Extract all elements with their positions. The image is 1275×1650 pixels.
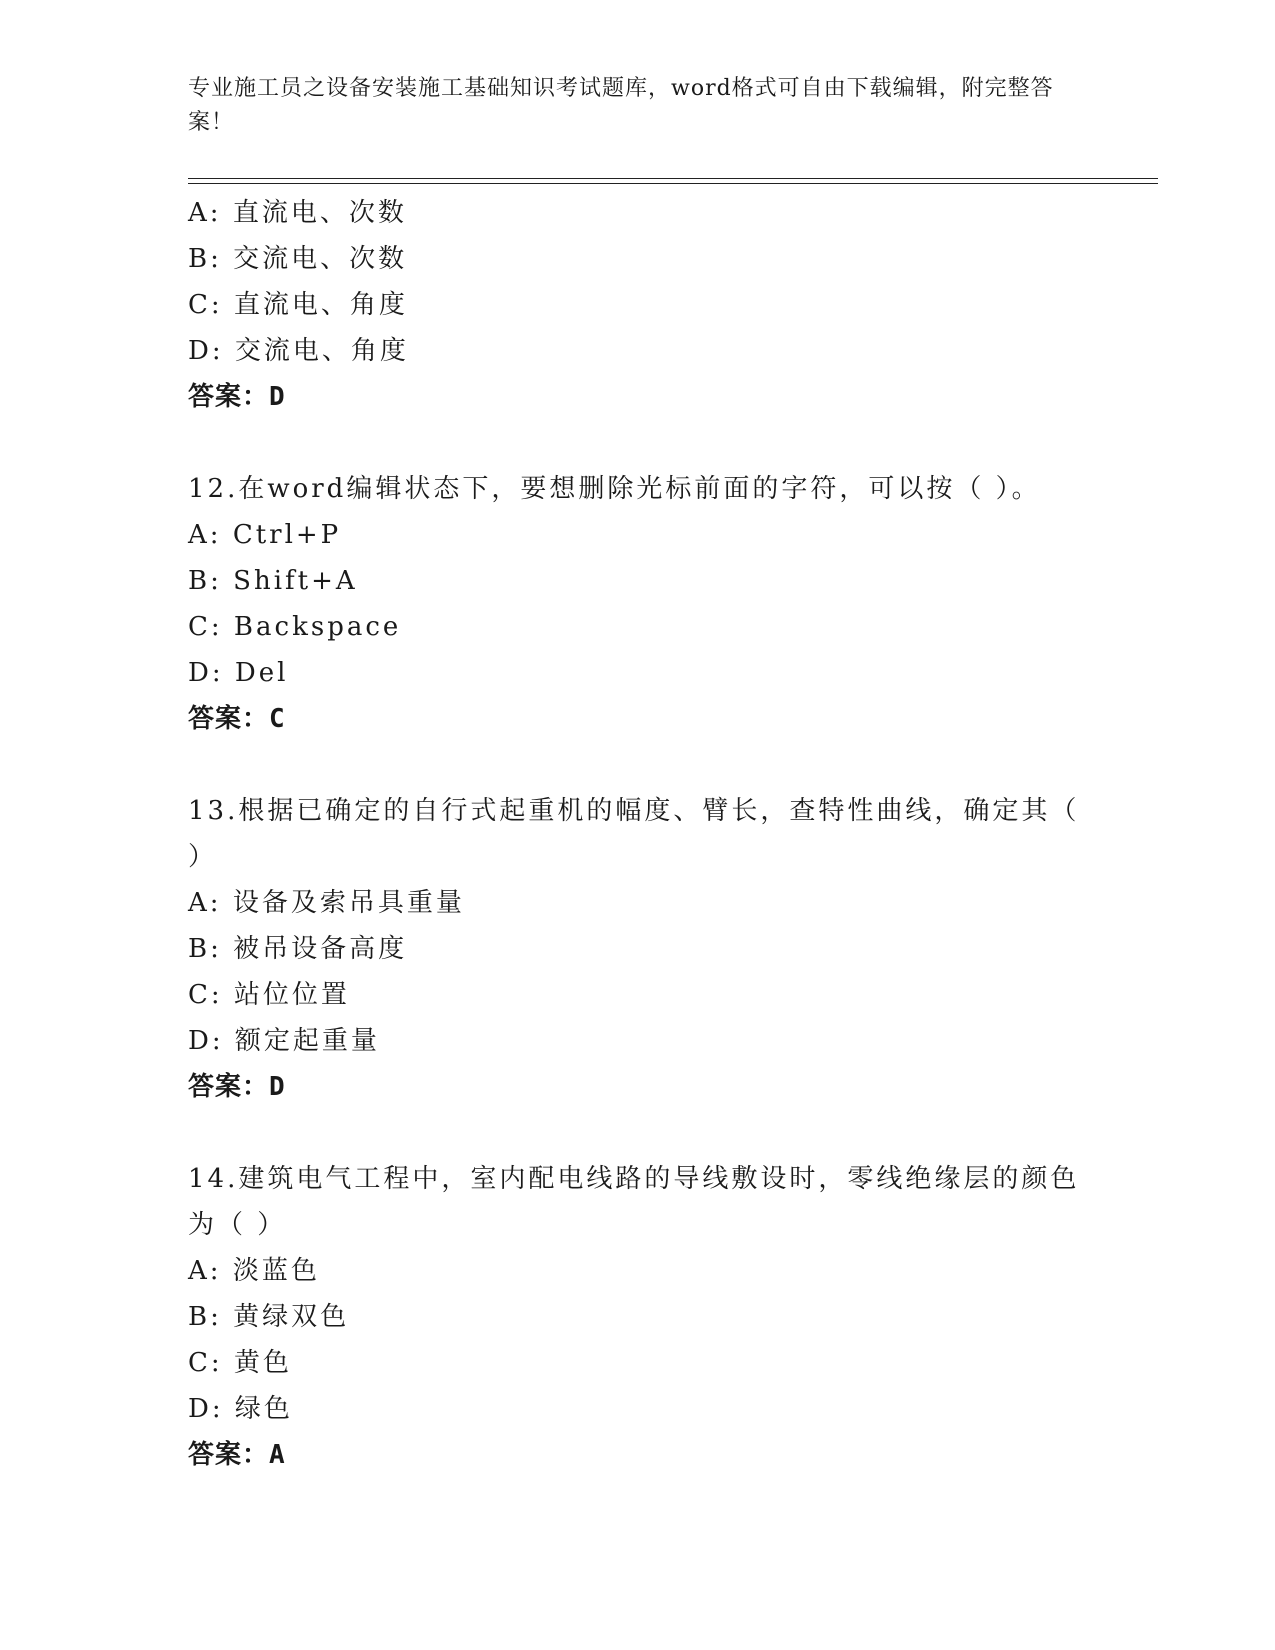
option-text: 直流电、角度 — [233, 290, 408, 320]
question-12 — [188, 466, 1088, 742]
option-letter: B: — [188, 1302, 222, 1332]
option-text: 设备及索吊具重量 — [232, 888, 465, 918]
answer-label: 答案： — [188, 1440, 270, 1470]
option-text: 绿色 — [234, 1394, 293, 1424]
option-text: Del — [234, 658, 289, 688]
option-a — [188, 880, 1088, 926]
option-d — [188, 1386, 1088, 1432]
option-c — [188, 1340, 1088, 1386]
answer-value: A — [269, 1440, 286, 1470]
answer-value: D — [269, 382, 286, 412]
answer-line — [188, 1064, 1088, 1110]
question-list — [188, 190, 1088, 1478]
option-a — [188, 1248, 1088, 1294]
option-letter: D: — [188, 336, 224, 366]
option-c — [188, 972, 1088, 1018]
option-b — [188, 926, 1088, 972]
answer-value: D — [269, 1072, 286, 1102]
question-title: 13.根据已确定的自行式起重机的幅度、臂长，查特性曲线，确定其（ ） — [188, 796, 1080, 872]
option-letter: C: — [188, 612, 223, 642]
option-b — [188, 558, 1088, 604]
option-letter: B: — [188, 566, 222, 596]
question-title: 14.建筑电气工程中，室内配电线路的导线敷设时，零线绝缘层的颜色为（ ） — [188, 1164, 1080, 1240]
option-letter: D: — [188, 658, 224, 688]
option-d — [188, 328, 1088, 374]
option-text: 交流电、次数 — [233, 244, 408, 274]
option-letter: D: — [188, 1026, 224, 1056]
option-c — [188, 282, 1088, 328]
answer-label: 答案： — [188, 704, 270, 734]
question-13 — [188, 788, 1088, 1110]
option-text: 被吊设备高度 — [233, 934, 408, 964]
question-title: 12.在word编辑状态下，要想删除光标前面的字符，可以按（ ）。 — [188, 474, 1041, 504]
option-a — [188, 512, 1088, 558]
spacer — [188, 420, 1088, 466]
option-b — [188, 236, 1088, 282]
option-letter: A: — [188, 888, 222, 918]
option-letter: C: — [188, 980, 223, 1010]
option-letter: B: — [188, 934, 222, 964]
option-text: 交流电、角度 — [234, 336, 409, 366]
option-letter: C: — [188, 290, 223, 320]
option-letter: A: — [188, 1256, 222, 1286]
question-14 — [188, 1156, 1088, 1478]
option-text: 额定起重量 — [234, 1026, 380, 1056]
option-letter: A: — [188, 520, 222, 550]
option-text: 黄绿双色 — [233, 1302, 350, 1332]
answer-line — [188, 374, 1088, 420]
answer-label: 答案： — [188, 382, 270, 412]
option-text: 站位位置 — [233, 980, 350, 1010]
option-letter: D: — [188, 1394, 224, 1424]
header-divider-top — [188, 178, 1158, 179]
answer-line — [188, 696, 1088, 742]
option-letter: B: — [188, 244, 222, 274]
answer-label: 答案： — [188, 1072, 270, 1102]
option-text: 淡蓝色 — [232, 1256, 320, 1286]
option-text: 直流电、次数 — [232, 198, 407, 228]
option-letter: A: — [188, 198, 222, 228]
option-b — [188, 1294, 1088, 1340]
spacer — [188, 742, 1088, 788]
option-text: Backspace — [233, 612, 402, 642]
document-header: 专业施工员之设备安装施工基础知识考试题库，word格式可自由下载编辑，附完整答案！ — [188, 76, 1054, 135]
option-text: Ctrl+P — [232, 520, 342, 550]
option-d — [188, 650, 1088, 696]
option-d — [188, 1018, 1088, 1064]
spacer — [188, 1110, 1088, 1156]
option-c — [188, 604, 1088, 650]
header-divider-bottom — [188, 183, 1158, 184]
question-11-continued — [188, 190, 1088, 420]
answer-line — [188, 1432, 1088, 1478]
option-letter: C: — [188, 1348, 223, 1378]
answer-value: C — [269, 704, 286, 734]
option-text: 黄色 — [233, 1348, 292, 1378]
option-a — [188, 190, 1088, 236]
option-text: Shift+A — [233, 566, 358, 596]
